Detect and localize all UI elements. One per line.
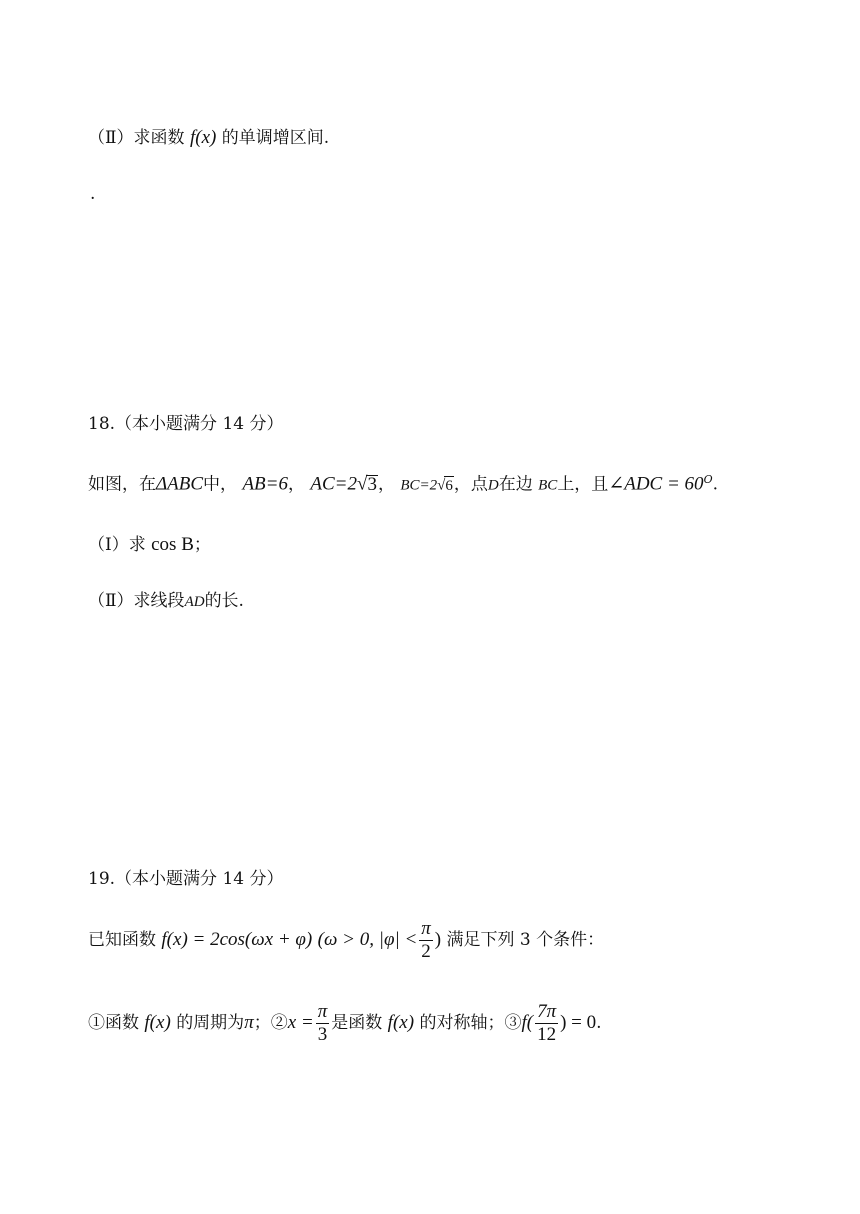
q18-part1-end: ； xyxy=(193,535,211,555)
q17-part2-label: （Ⅱ）求函数 xyxy=(88,128,185,148)
q19-header: 19.（本小题满分 14 分） xyxy=(88,869,284,889)
q18-ab: AB=6 xyxy=(242,473,288,495)
q19-stem-text-2: 满足下列 3 个条件： xyxy=(446,930,605,950)
q19-x-eq: x = xyxy=(287,1012,314,1033)
q18-part1-label: （Ⅰ）求 xyxy=(88,535,146,555)
q18-angle: ∠ADC = 60 xyxy=(608,473,704,495)
q18-point-d: D xyxy=(487,477,499,494)
q18-triangle: ΔABC xyxy=(156,473,204,495)
q18-part2 xyxy=(88,589,244,614)
q18-seg-ad: AD xyxy=(184,594,205,610)
q18-part1 xyxy=(88,533,211,557)
q19-stem xyxy=(88,916,604,964)
q19-pi-over-2 xyxy=(419,918,433,963)
stray-dot: . xyxy=(90,184,96,204)
q18-cosb: cos B xyxy=(151,534,194,555)
q18-side-bc: BC xyxy=(538,477,558,494)
q19-cond-text-5: 的对称轴；③ xyxy=(419,1013,522,1033)
q18-bc-pre: BC=2 xyxy=(400,477,438,494)
q18-stem-text-3: 在边 xyxy=(498,474,533,495)
q18-ac-pre: AC=2 xyxy=(310,473,358,495)
q19-fx-2: f(x) xyxy=(387,1012,415,1033)
q18-stem-text-2: 中， xyxy=(203,474,238,495)
q19-cond-end: . xyxy=(596,1013,602,1033)
q18-header: 18.（本小题满分 14 分） xyxy=(88,414,284,434)
q18-stem-text-4: 上，且 xyxy=(557,474,609,495)
q19-function: f(x) = 2cos(ωx + φ) xyxy=(161,929,313,950)
q18-bc-radicand: 6 xyxy=(445,477,453,494)
q18-comma-1: ， xyxy=(288,474,305,495)
q19-pi: π xyxy=(244,1012,254,1033)
q19-conditions xyxy=(88,999,602,1047)
q19-eq-zero: ) = 0 xyxy=(560,1012,597,1033)
q19-stem-text-1: 已知函数 xyxy=(88,930,156,950)
q18-stem-end: . xyxy=(712,474,718,495)
q19-frac2-den: 3 xyxy=(317,1024,328,1045)
q19-frac3-num: 7π xyxy=(537,1001,557,1022)
q19-cond-text-4: 是函数 xyxy=(331,1013,383,1033)
q19-cond-text-2: 的周期为 xyxy=(176,1013,245,1033)
q18-stem: 如图，在ΔABC中， AB=6， AC=2√3， BC=2√6，点D在边 BC上，且∠ADC = $60^O$. xyxy=(88,473,718,495)
q19-pi-over-3 xyxy=(316,1001,330,1046)
q19-7pi-over-12 xyxy=(535,1001,558,1046)
q17-fx: f(x) xyxy=(189,127,217,148)
q18-comma-3: ，点 xyxy=(453,474,488,495)
q19-frac2-num: π xyxy=(317,1001,328,1022)
q19-frac-den: 2 xyxy=(421,941,431,962)
q19-cond-text-3: ；② xyxy=(253,1013,288,1033)
q19-f-open: f( xyxy=(521,1012,534,1033)
q19-condition: (ω > 0, |φ| < xyxy=(317,929,418,950)
q18-part2-label: （Ⅱ）求线段 xyxy=(88,591,185,611)
q17-part2-line xyxy=(88,126,329,150)
q17-part2-rest: 的单调增区间. xyxy=(221,128,330,148)
q19-close-paren: ) xyxy=(434,929,442,950)
q18-comma-2: ， xyxy=(377,474,395,495)
q19-frac-num: π xyxy=(421,918,431,939)
q18-stem-text-1: 如图，在 xyxy=(88,474,156,495)
q19-cond-text-1: ①函数 xyxy=(88,1013,139,1033)
q18-ac-radicand: 3 xyxy=(367,473,377,495)
q18-part2-end: 的长. xyxy=(204,591,244,611)
q19-frac3-den: 12 xyxy=(537,1024,557,1045)
q19-fx-1: f(x) xyxy=(144,1012,171,1033)
q18-degree-mark: O xyxy=(703,473,713,486)
